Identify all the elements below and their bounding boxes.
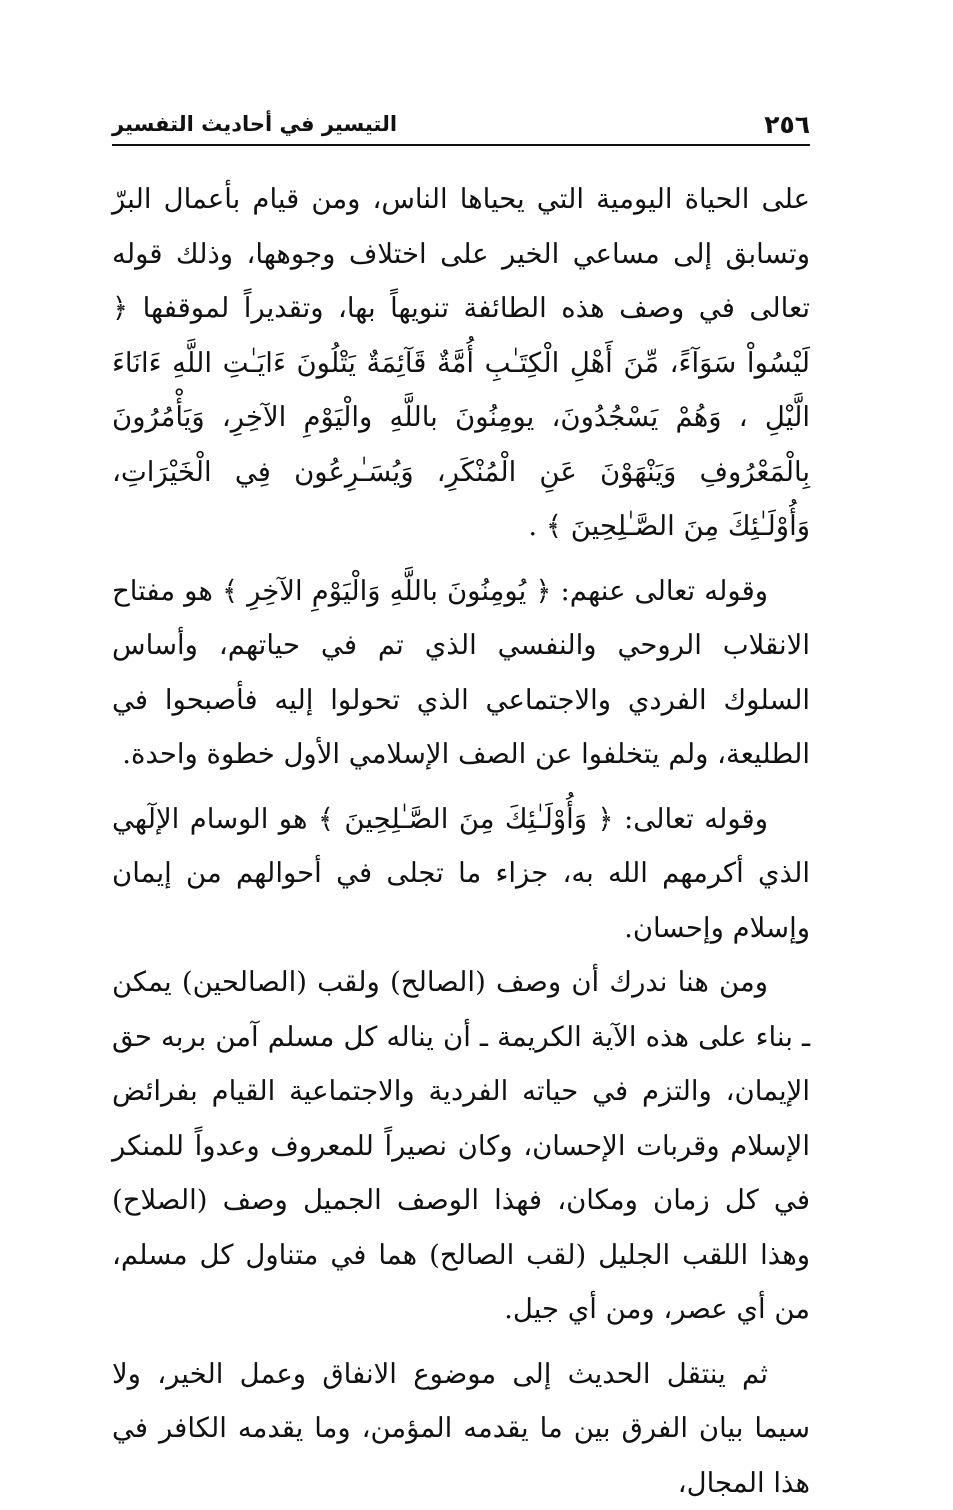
paragraph-1: على الحياة اليومية التي يحياها الناس، ومن قيام بأعمال البرّ وتسابق إلى مساعي الخير على اختلاف وجوهها، وذلك قوله تعالى في وصف هذه الطائفة تنويهاً بها، وتقديراً لموقفها ﴿ لَيْسُواْ سَوَآءً، مِّنَ أَهْلِ الْكِتَـٰبِ أُمَّةٌ قَآئِمَةٌ يَتْلُونَ ءَايَـٰتِ اللَّهِ ءَانَاءَ الَّيْلِ ، وَهُمْ يَسْجُدُونَ، يومِنُونَ باللَّهِ والْيَوْمِ الآخِرِ، وَيَأْمُرُونَ بِالْمَعْرُوفِ وَيَنْهَوْنَ عَنِ الْمُنْكَرِ، وَيُسَـٰرِعُون فِي الْخَيْرَاتِ، وَأُوْلَـٰئِكَ مِنَ الصَّـٰلِحِينَ ﴾ . [112, 172, 810, 554]
body-text [112, 172, 810, 1510]
paragraph-4: ومن هنا ندرك أن وصف (الصالح) ولقب (الصالحين) يمكن ـ بناء على هذه الآية الكريمة ـ أن يناله كل مسلم آمن بربه حق الإيمان، والتزم في حياته الفردية والاجتماعية القيام بفرائض الإسلام وقربات الإحسان، وكان نصيراً للمعروف وعدواً للمنكر في كل زمان ومكان، فهذا الوصف الجميل وصف (الصلاح) وهذا اللقب الجليل (لقب الصالح) هما في متناول كل مسلم، من أي عصر، ومن أي جيل. [112, 955, 810, 1337]
paragraph-5: ثم ينتقل الحديث إلى موضوع الانفاق وعمل الخير، ولا سيما بيان الفرق بين ما يقدمه المؤمن، وما يقدمه الكافر في هذا المجال، [112, 1347, 810, 1510]
paragraph-3: وقوله تعالى: ﴿ وَأُوْلَـٰئِكَ مِنَ الصَّـٰلِحِينَ ﴾ هو الوسام الإلٓهي الذي أكرمهم الله به، جزاء ما تجلى في أحوالهم من إيمان وإسلام وإحسان. [112, 792, 810, 956]
running-header [112, 108, 810, 146]
paragraph-2: وقوله تعالى عنهم: ﴿ يُومِنُونَ باللَّهِ وَالْيَوْمِ الآخِرِ ﴾ هو مفتاح الانقلاب الروحي والنفسي الذي تم في حياتهم، وأساس السلوك الفردي والاجتماعي الذي تحولوا إليه فأصبحوا في الطليعة، ولم يتخلفوا عن الصف الإسلامي الأول خطوة واحدة. [112, 564, 810, 782]
page-number: ٢٥٦ [764, 110, 810, 139]
book-page [112, 108, 810, 1358]
book-title: التيسير في أحاديث التفسير [112, 112, 397, 136]
